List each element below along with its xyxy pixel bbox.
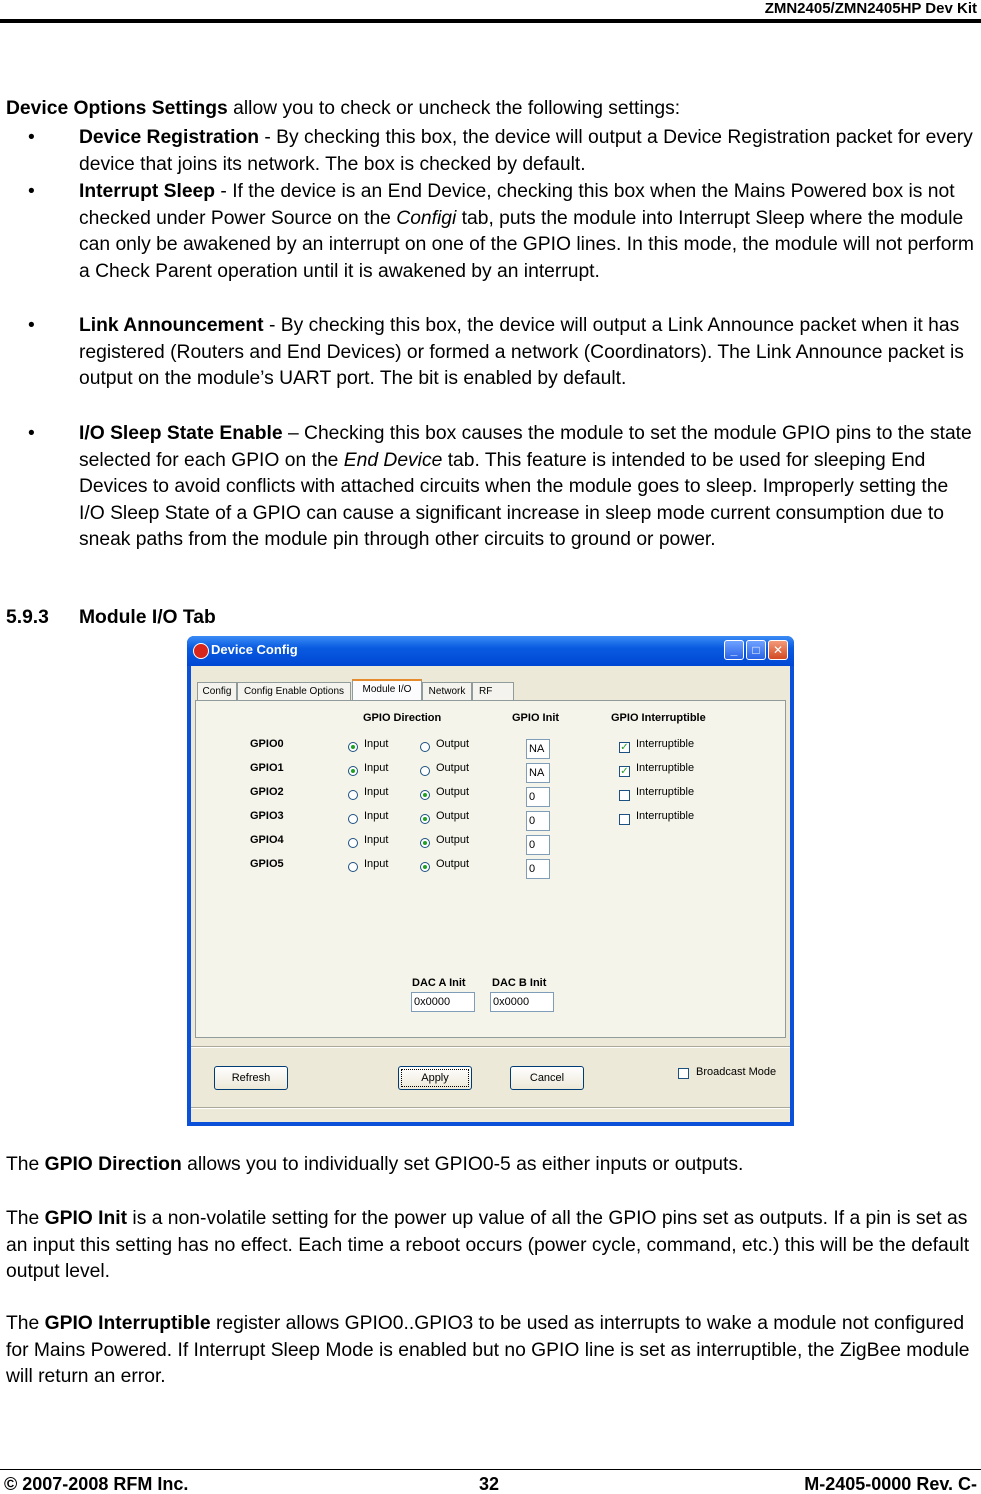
- bullet-italic: End Device: [343, 449, 443, 471]
- gpio1-init-field[interactable]: NA: [526, 763, 550, 783]
- page-header-title: ZMN2405/ZMN2405HP Dev Kit: [764, 0, 977, 17]
- gpio4-input-label: Input: [364, 834, 389, 846]
- gpio2-interruptible-checkbox[interactable]: [619, 790, 630, 801]
- para-text: allows you to individually set GPIO0-5 as either inputs or outputs.: [181, 1154, 744, 1175]
- maximize-icon[interactable]: □: [746, 640, 766, 660]
- bullet-text: - By checking this box, the device will output a Device Registration packet for every device that joins its network. The box is checked by default.: [79, 127, 973, 175]
- window-title: Device Config: [211, 642, 298, 657]
- bullet-text: – Checking this box causes the module to set the module GPIO pins to the state selected for each GPIO on the: [79, 423, 972, 471]
- gpio1-input-radio[interactable]: [348, 766, 358, 776]
- dac-a-init-field[interactable]: 0x0000: [411, 992, 475, 1012]
- gpio1-interruptible-checkbox[interactable]: ✓: [620, 766, 629, 777]
- gpio3-init-field[interactable]: 0: [526, 811, 550, 831]
- para-bold: GPIO Direction: [44, 1154, 182, 1175]
- paragraph-gpio-init: [6, 1206, 978, 1286]
- gpio5-output-radio[interactable]: [420, 862, 430, 872]
- dac-b-init-field[interactable]: 0x0000: [490, 992, 554, 1012]
- gpio5-input-label: Input: [364, 858, 389, 870]
- gpio1-input-label: Input: [364, 762, 389, 774]
- bullet-marker: •: [28, 181, 35, 202]
- broadcast-mode-label: Broadcast Mode: [696, 1066, 777, 1078]
- gpio-interruptible-header: GPIO Interruptible: [611, 712, 706, 724]
- bullet-io-sleep-state: [79, 421, 979, 554]
- gpio2-interruptible-label: Interruptible: [636, 786, 695, 798]
- bullet-marker: •: [28, 127, 35, 148]
- gpio2-output-label: Output: [436, 786, 470, 798]
- gpio5-init-field[interactable]: 0: [526, 859, 550, 879]
- status-separator: [191, 1107, 790, 1109]
- gpio-init-header: GPIO Init: [512, 712, 560, 724]
- footer-copyright: © 2007-2008 RFM Inc.: [4, 1474, 189, 1494]
- gpio0-output-radio[interactable]: [420, 742, 430, 752]
- gpio5-output-label: Output: [436, 858, 470, 870]
- gpio3-output-label: Output: [436, 810, 470, 822]
- gpio3-input-radio[interactable]: [348, 814, 358, 824]
- gpio5-input-radio[interactable]: [348, 862, 358, 872]
- bullet-marker: •: [28, 423, 35, 444]
- device-config-window: [187, 636, 794, 1126]
- paragraph-gpio-direction: [6, 1152, 978, 1179]
- dac-b-init-label: DAC B Init: [492, 977, 547, 989]
- intro-text: allow you to check or uncheck the following settings:: [227, 98, 681, 119]
- gpio0-interruptible-label: Interruptible: [636, 738, 695, 750]
- gpio4-output-label: Output: [436, 834, 470, 846]
- tab-config-enable-options[interactable]: Config Enable Options: [237, 682, 351, 700]
- bullet-link-announcement: [79, 313, 979, 393]
- para-text: The: [6, 1208, 45, 1229]
- para-text: The: [6, 1313, 45, 1334]
- paragraph-gpio-interruptible: [6, 1311, 978, 1391]
- gpio4-output-radio[interactable]: [420, 838, 430, 848]
- para-text: register allows GPIO0..GPIO3 to be used as interrupts to wake a module not configured for Mains Powered. If Interrupt Sleep Mode is enabled but no GPIO line is set as interruptible, the ZigBee module will return an error.: [6, 1313, 970, 1388]
- bullet-interrupt-sleep: [79, 179, 979, 285]
- apply-button[interactable]: Apply: [398, 1066, 472, 1090]
- bullet-bold: I/O Sleep State Enable: [79, 423, 283, 444]
- window-titlebar: [187, 636, 794, 666]
- broadcast-mode-checkbox[interactable]: [678, 1068, 689, 1079]
- gpio3-input-label: Input: [364, 810, 389, 822]
- gpio2-output-radio[interactable]: [420, 790, 430, 800]
- gpio1-label: GPIO1: [250, 762, 284, 774]
- bullet-text: tab, puts the module into Interrupt Sleep where the module can only be awakened by an interrupt on one of the GPIO lines. In this mode, the module will not perform a Check Parent operation until it is awakened by an interrupt.: [79, 207, 974, 282]
- footer-page-number: 32: [479, 1474, 500, 1494]
- refresh-button[interactable]: Refresh: [214, 1066, 288, 1090]
- gpio5-label: GPIO5: [250, 858, 284, 870]
- gpio1-output-radio[interactable]: [420, 766, 430, 776]
- dac-a-init-label: DAC A Init: [412, 977, 466, 989]
- bullet-bold: Link Announcement: [79, 315, 264, 336]
- gpio0-input-label: Input: [364, 738, 389, 750]
- footer-rule: [0, 1469, 981, 1470]
- minimize-icon[interactable]: _: [724, 640, 744, 660]
- gpio0-init-field[interactable]: NA: [526, 739, 550, 759]
- bullet-bold: Interrupt Sleep: [79, 181, 216, 202]
- section-title: Module I/O Tab: [79, 607, 216, 628]
- bullet-device-registration: [79, 125, 979, 178]
- gpio3-interruptible-label: Interruptible: [636, 810, 695, 822]
- bullet-text: - If the device is an End Device, checking this box when the Mains Powered box is not checked under Power Source on the: [79, 181, 955, 229]
- gpio4-label: GPIO4: [250, 834, 284, 846]
- gpio0-interruptible-checkbox[interactable]: ✓: [620, 742, 629, 753]
- gpio4-input-radio[interactable]: [348, 838, 358, 848]
- gpio3-label: GPIO3: [250, 810, 284, 822]
- gpio0-output-label: Output: [436, 738, 470, 750]
- bullet-text: - By checking this box, the device will output a Link Announce packet when it has registered (Routers and End Devices) or formed a network (Coordinators). The Link Announce packet is output on the module’s UART port. The bit is enabled by default.: [79, 315, 964, 390]
- module-io-panel: [195, 700, 786, 1038]
- cancel-button[interactable]: Cancel: [510, 1066, 584, 1090]
- app-logo-icon: [193, 643, 209, 659]
- window-client: [191, 666, 790, 1122]
- gpio2-input-radio[interactable]: [348, 790, 358, 800]
- intro-bold: Device Options Settings: [6, 98, 228, 119]
- close-icon[interactable]: ✕: [768, 640, 788, 660]
- tab-rf[interactable]: RF: [472, 682, 514, 700]
- intro-paragraph: [6, 96, 978, 123]
- gpio4-init-field[interactable]: 0: [526, 835, 550, 855]
- gpio0-label: GPIO0: [250, 738, 284, 750]
- gpio1-interruptible-label: Interruptible: [636, 762, 695, 774]
- bullet-bold: Device Registration: [79, 127, 260, 148]
- bullet-text: tab. This feature is intended to be used for sleeping End Devices to avoid conflicts with attached circuits when the module goes to sleep. Improperly setting the I/O Sleep State of a GPIO can cause a significant increase in sleep mode current consumption due to sneak paths from the module pin through other circuits to ground or power.: [79, 449, 949, 551]
- tab-module-io[interactable]: Module I/O: [352, 679, 422, 701]
- header-rule: [0, 19, 981, 23]
- gpio-direction-header: GPIO Direction: [363, 712, 442, 724]
- gpio2-init-field[interactable]: 0: [526, 787, 550, 807]
- gpio2-input-label: Input: [364, 786, 389, 798]
- bullet-italic: Configi: [396, 207, 457, 229]
- tab-config[interactable]: Config: [197, 682, 237, 700]
- tab-network[interactable]: Network: [422, 682, 472, 700]
- footer-doc-number: M-2405-0000 Rev. C-: [804, 1474, 977, 1494]
- para-text: The: [6, 1154, 45, 1175]
- section-number: 5.9.3: [6, 607, 49, 628]
- bullet-marker: •: [28, 315, 35, 336]
- gpio3-output-radio[interactable]: [420, 814, 430, 824]
- gpio1-output-label: Output: [436, 762, 470, 774]
- para-bold: GPIO Interruptible: [44, 1313, 211, 1334]
- gpio0-input-radio[interactable]: [348, 742, 358, 752]
- button-separator: [191, 1046, 790, 1048]
- para-bold: GPIO Init: [44, 1208, 128, 1229]
- para-text: is a non-volatile setting for the power up value of all the GPIO pins set as outputs. If a pin is set as an input this setting has no effect. Each time a reboot occurs (power cycle, command, etc.) this will be the default output level.: [6, 1208, 970, 1283]
- gpio2-label: GPIO2: [250, 786, 284, 798]
- gpio3-interruptible-checkbox[interactable]: [619, 814, 630, 825]
